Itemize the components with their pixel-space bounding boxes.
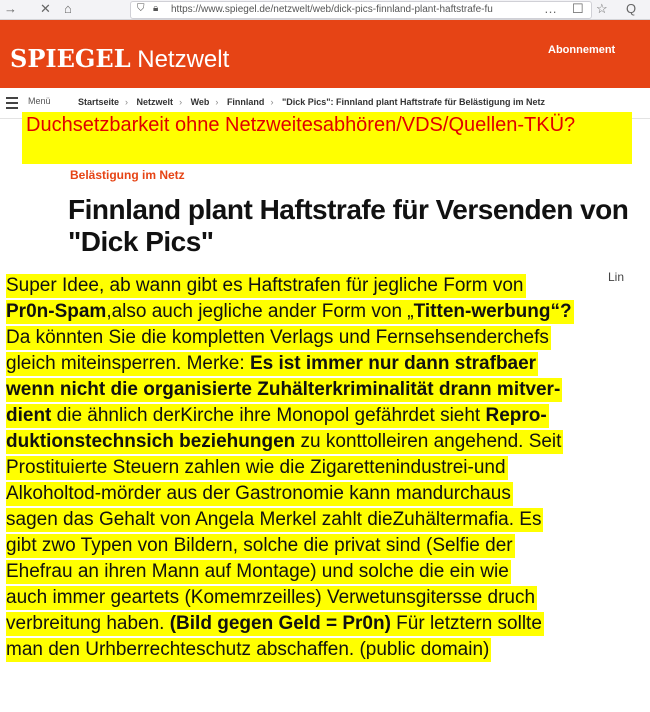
- menu-icon[interactable]: [6, 97, 18, 109]
- chevron-right-icon: ›: [270, 97, 274, 107]
- breadcrumb-current: "Dick Pics": Finnland plant Haftstrafe für Belästigung im Netz: [281, 97, 546, 107]
- browser-toolbar: [0, 0, 650, 20]
- breadcrumb-finnland[interactable]: Finnland: [226, 97, 265, 107]
- annotation-highlight: [22, 112, 632, 164]
- comment-line-14: [6, 612, 544, 636]
- site-logo[interactable]: [10, 44, 229, 74]
- comment-line-11: [6, 534, 515, 558]
- comment-bold: Titten-werbung“?: [413, 301, 572, 322]
- breadcrumb-netzwelt[interactable]: Netzwelt: [136, 97, 174, 107]
- comment-line-10: [6, 508, 543, 532]
- article-headline: [68, 194, 648, 258]
- comment-bold: Pr0n-Spam: [6, 301, 107, 322]
- breadcrumb-web[interactable]: Web: [190, 97, 210, 107]
- pocket-icon[interactable]: ☐: [572, 1, 584, 16]
- annotation-line-1: [26, 111, 575, 139]
- comment-bold: duktionstechnsich beziehungen: [6, 431, 296, 452]
- search-icon[interactable]: Q: [626, 1, 637, 16]
- comment-line-15: [6, 638, 491, 662]
- article-lead-fragment: Lin: [608, 270, 625, 284]
- comment-text: Alkoholtod-mörder aus der Gastronomie kann mandurchaus: [6, 483, 511, 504]
- comment-line-1: [6, 274, 526, 298]
- comment-text: verbreitung haben.: [6, 613, 170, 634]
- chevron-right-icon: ›: [179, 97, 183, 107]
- chevron-right-icon: ›: [215, 97, 219, 107]
- comment-text: auch immer geartets (Komemrzeilles) Verwetunsgitersse druch: [6, 587, 536, 608]
- comment-overlay: [0, 266, 650, 712]
- subscribe-link[interactable]: Abonnement: [548, 44, 616, 56]
- comment-text: sagen das Gehalt von Angela Merkel zahlt dieZuhältermafia. Es: [6, 509, 542, 530]
- comment-text: die ähnlich derKirche ihre Monopol gefährdet sieht: [51, 405, 486, 426]
- shield-icon[interactable]: ⛉: [137, 3, 145, 14]
- comment-line-2: [6, 300, 574, 324]
- comment-bold: (Bild gegen Geld = Pr0n): [169, 613, 391, 634]
- comment-line-12: [6, 560, 511, 584]
- comment-bold: Repro-: [485, 405, 547, 426]
- home-icon[interactable]: ⌂: [64, 1, 72, 16]
- comment-bold: wenn nicht die organisierte Zuhälterkriminalität drann mitver-: [6, 379, 561, 400]
- logo-section: Netzwelt: [137, 46, 230, 73]
- comment-text: Für letztern sollte: [390, 613, 542, 634]
- comment-line-3: [6, 326, 551, 350]
- close-icon[interactable]: ✕: [40, 1, 51, 16]
- comment-line-5: [6, 378, 562, 402]
- comment-text: Prostituierte Steuern zahlen wie die Zigarettenindustrei-und: [6, 457, 506, 478]
- more-icon[interactable]: …: [544, 1, 557, 16]
- comment-line-4: [6, 352, 538, 376]
- menu-label[interactable]: Menü: [28, 96, 51, 106]
- annotation-text-2: TKÜ?: [524, 114, 576, 136]
- logo-spiegel: SPIEGEL: [10, 44, 131, 73]
- star-icon[interactable]: ☆: [596, 1, 608, 16]
- lock-icon[interactable]: 🔒︎: [153, 3, 159, 14]
- headline-line-2: "Dick Pics": [68, 226, 214, 257]
- comment-text: zu konttolleiren angehend. Seit: [295, 431, 562, 452]
- comment-bold: Es ist immer nur dann strafbaer: [249, 353, 537, 374]
- comment-text: ,also auch jegliche ander Form von „: [106, 301, 414, 322]
- comment-text: Super Idee, ab wann gibt es Haftstrafen für jegliche Form von: [6, 275, 524, 296]
- breadcrumb: [78, 97, 545, 107]
- annotation-text-1: Duchsetzbarkeit ohne Netzweitesabhören/VDS/Quellen-: [26, 114, 525, 136]
- comment-line-13: [6, 586, 537, 610]
- comment-text: Ehefrau an ihren Mann auf Montage) und solche die ein wie: [6, 561, 509, 582]
- comment-line-6: [6, 404, 549, 428]
- comment-line-7: [6, 430, 563, 454]
- url-text[interactable]: https://www.spiegel.de/netzwelt/web/dick-pics-finnland-plant-haftstrafe-fu: [171, 4, 493, 15]
- comment-text: Da könnten Sie die kompletten Verlags und Fernsehsenderchefs: [6, 327, 549, 348]
- comment-text: gleich miteinsperren. Merke:: [6, 353, 250, 374]
- headline-line-1: Finnland plant Haftstrafe für Versenden von: [68, 194, 629, 225]
- comment-text: man den Urhberrechteschutz abschaffen. (public domain): [6, 639, 490, 660]
- site-header: [0, 20, 650, 88]
- address-bar[interactable]: [130, 1, 592, 19]
- comment-line-8: [6, 456, 508, 480]
- chevron-right-icon: ›: [125, 97, 129, 107]
- comment-bold: dient: [6, 405, 52, 426]
- comment-line-9: [6, 482, 513, 506]
- comment-text: gibt zwo Typen von Bildern, solche die privat sind (Selfie der: [6, 535, 513, 556]
- back-icon[interactable]: →: [4, 1, 17, 16]
- article-kicker: Belästigung im Netz: [70, 168, 185, 182]
- breadcrumb-startseite[interactable]: Startseite: [78, 97, 120, 107]
